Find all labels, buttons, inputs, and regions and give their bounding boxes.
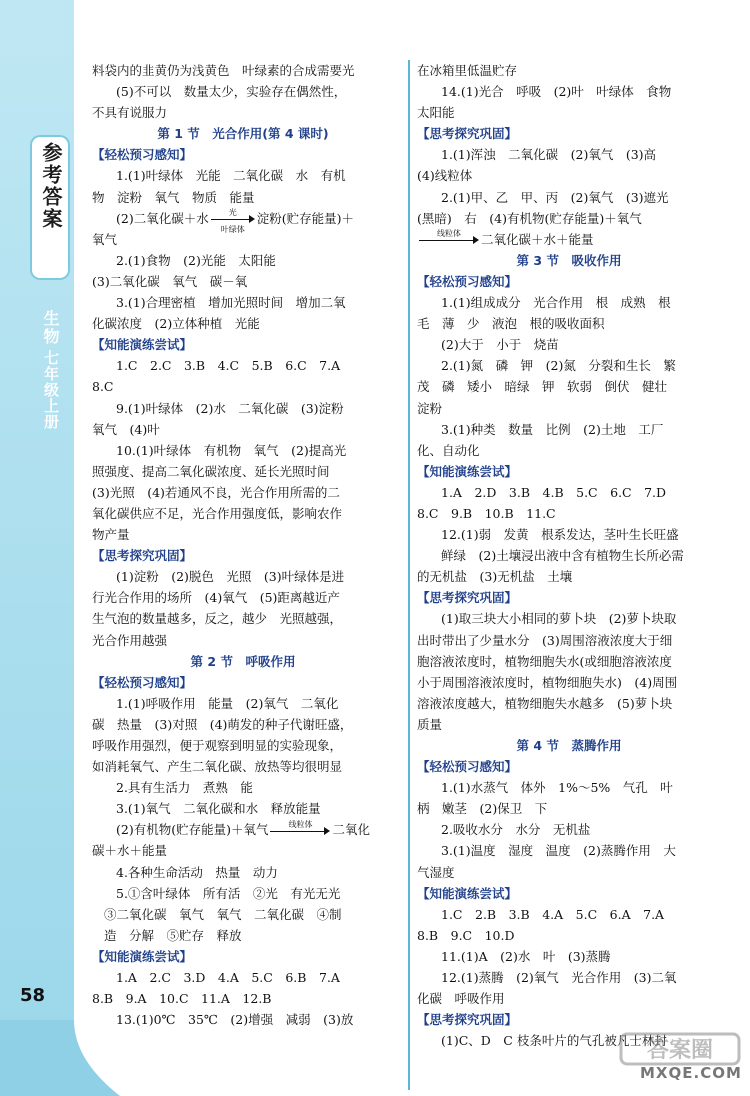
text-line: 氧化碳供应不足，光合作用强度低，影响农作 <box>92 505 343 521</box>
text-line: 2.(1)食物 (2)光能 太阳能 <box>116 252 276 268</box>
formula-left: (2)有机物(贮存能量)＋氧气 <box>116 822 269 838</box>
text-line: 1.(1)叶绿体 光能 二氧化碳 水 有机 <box>116 168 346 184</box>
text-line: 3.(1)温度 湿度 温度 (2)蒸腾作用 大 <box>441 843 676 859</box>
text-line: 照强度、提高二氧化碳浓度、延长光照时间 <box>92 463 330 479</box>
arrow-condition-top: 线粒体 <box>437 229 461 239</box>
text-line: 2.(1)氮 磷 钾 (2)氮 分裂和生长 繁 <box>441 358 676 374</box>
subsection-heading: 【轻松预习感知】 <box>417 273 518 289</box>
subsection-heading: 【思考探究巩固】 <box>92 548 193 564</box>
text-line: 气湿度 <box>417 864 455 880</box>
answer-line: 8.C <box>92 379 114 395</box>
text-line: 碳＋水＋能量 <box>92 843 168 859</box>
right-column <box>417 60 721 1051</box>
text-line: 鲜绿 (2)土壤浸出液中含有植物生长所必需 <box>441 548 684 564</box>
section-heading: 第 3 节 吸收作用 <box>516 252 622 268</box>
answer-line: 1.C 2.C 3.B 4.C 5.B 6.C 7.A <box>116 358 341 374</box>
reaction-arrow <box>270 819 330 838</box>
subsection-heading: 【知能演练尝试】 <box>417 885 518 901</box>
answer-tab-label: 参考答案 <box>39 142 63 230</box>
grade-label: 七年级上册 <box>42 350 60 430</box>
arrow-condition-bottom: 叶绿体 <box>220 225 245 235</box>
subsection-heading: 【思考探究巩固】 <box>417 590 518 606</box>
text-line: 茂 磷 矮小 暗绿 钾 软弱 倒伏 健壮 <box>417 379 668 395</box>
formula-line <box>417 229 721 250</box>
subsection-heading: 【轻松预习感知】 <box>92 147 193 163</box>
subsection-heading: 【思考探究巩固】 <box>417 1012 518 1028</box>
text-line: (3)二氧化碳 氧气 碳－氧 <box>92 273 248 289</box>
text-line: 3.(1)种类 数量 比例 (2)土地 工厂 <box>441 421 664 437</box>
text-line: (黑暗) 右 (4)有机物(贮存能量)＋氧气 <box>417 210 642 226</box>
text-line: (1)淀粉 (2)脱色 光照 (3)叶绿体是进 <box>116 569 345 585</box>
text-line: 2.吸收水分 水分 无机盐 <box>441 822 591 838</box>
left-column <box>92 60 394 1030</box>
text-line: 3.(1)合理密植 增加光照时间 增加二氧 <box>116 295 346 311</box>
text-line: 1.(1)组成成分 光合作用 根 成熟 根 <box>441 295 671 311</box>
subsection-heading: 【轻松预习感知】 <box>417 759 518 775</box>
text-line: 14.(1)光合 呼吸 (2)叶 叶绿体 食物 <box>441 84 672 100</box>
text-line: 化碳浓度 (2)立体种植 光能 <box>92 316 260 332</box>
text-line: 12.(1)蒸腾 (2)氧气 光合作用 (3)二氧 <box>441 970 677 986</box>
answer-line: 8.C 9.B 10.B 11.C <box>417 505 556 521</box>
watermark-logo <box>615 1030 745 1092</box>
text-line: 13.(1)0℃ 35℃ (2)增强 减弱 (3)放 <box>116 1012 354 1028</box>
subsection-heading: 【思考探究巩固】 <box>417 126 518 142</box>
text-line: ③二氧化碳 氧气 氧气 二氧化碳 ④制 <box>104 906 342 922</box>
text-line: 料袋内的韭黄仍为浅黄色 叶绿素的合成需要光 <box>92 63 355 78</box>
text-line: (3)光照 (4)若通风不良，光合作用所需的二 <box>92 484 340 500</box>
formula-line <box>92 819 394 840</box>
text-line: 胞溶液浓度时，植物细胞失水(或细胞溶液浓度 <box>417 653 672 669</box>
text-line: 化、自动化 <box>417 442 480 458</box>
text-line: 太阳能 <box>417 105 455 121</box>
sidebar-bottom-wave <box>0 1020 120 1096</box>
formula-right: 二氧化 <box>332 822 370 838</box>
text-line: 如消耗氧气、产生二氧化碳、放热等均很明显 <box>92 759 343 775</box>
text-line: (4)线粒体 <box>417 168 473 184</box>
text-line: (2)大于 小于 烧苗 <box>441 337 559 353</box>
svg-text:答案圈: 答案圈 <box>646 1038 714 1063</box>
answer-line: 1.C 2.B 3.B 4.A 5.C 6.A 7.A <box>441 906 665 922</box>
text-line: 3.(1)氧气 二氧化碳和水 释放能量 <box>116 801 321 817</box>
subsection-heading: 【知能演练尝试】 <box>417 463 518 479</box>
text-line: 小于周围溶液浓度时，植物细胞失水) (4)周围 <box>417 674 678 690</box>
watermark-text: MXQE.COM <box>640 1064 742 1082</box>
answer-line: 1.A 2.C 3.D 4.A 5.C 6.B 7.A <box>116 970 340 986</box>
text-line: 质量 <box>417 716 443 732</box>
section-heading: 第 2 节 呼吸作用 <box>190 653 296 669</box>
formula-right: 二氧化碳＋水＋能量 <box>481 231 594 247</box>
text-line: 物产量 <box>92 527 130 543</box>
text-line: 2.具有生活力 煮熟 能 <box>116 780 253 796</box>
text-line: 淀粉 <box>417 400 443 416</box>
text-line: (1)C、D C 枝条叶片的气孔被凡士林封 <box>441 1033 667 1049</box>
text-line: 生气泡的数量越多，反之，越少 光照越强， <box>92 611 343 627</box>
text-line: 化碳 呼吸作用 <box>417 991 505 1007</box>
text-line: 氧气 (4)叶 <box>92 421 160 437</box>
text-line: (5)不可以 数量太少，实验存在偶然性， <box>116 84 347 100</box>
text-line: 12.(1)弱 发黄 根系发达，茎叶生长旺盛 <box>441 527 679 543</box>
text-line: 11.(1)A (2)水 叶 (3)蒸腾 <box>441 948 611 964</box>
text-line: 4.各种生命活动 热量 动力 <box>116 864 278 880</box>
text-line: 的无机盐 (3)无机盐 土壤 <box>417 569 573 585</box>
text-line: 毛 薄 少 液泡 根的吸收面积 <box>417 316 605 332</box>
text-line: 不具有说服力 <box>92 105 168 121</box>
text-line: 碳 热量 (3)对照 (4)萌发的种子代谢旺盛， <box>92 716 353 732</box>
section-heading: 第 1 节 光合作用(第 4 课时) <box>157 126 329 142</box>
text-line: 1.(1)浑浊 二氧化碳 (2)氧气 (3)高 <box>441 147 657 163</box>
answer-line: 8.B 9.C 10.D <box>417 927 515 943</box>
text-line: 5.①含叶绿体 所有活 ②光 有光无光 <box>116 885 341 901</box>
arrow-condition-top: 线粒体 <box>288 819 313 829</box>
formula-left: (2)二氧化碳＋水 <box>116 210 209 226</box>
formula-right: 淀粉(贮存能量)＋ <box>256 210 354 226</box>
text-line: 出时带出了少量水分 (3)周围溶液浓度大于细 <box>417 632 673 648</box>
subsection-heading: 【知能演练尝试】 <box>92 337 193 353</box>
subsection-heading: 【知能演练尝试】 <box>92 948 193 964</box>
text-line: 氧气 <box>92 231 118 247</box>
text-line: (1)取三块大小相同的萝卜块 (2)萝卜块取 <box>441 611 677 627</box>
text-line: 呼吸作用强烈，便于观察到明显的实验现象， <box>92 738 343 753</box>
text-line: 溶液浓度越大，植物细胞失水越多 (5)萝卜块 <box>417 695 673 711</box>
section-heading: 第 4 节 蒸腾作用 <box>516 738 622 753</box>
text-line: 9.(1)叶绿体 (2)水 二氧化碳 (3)淀粉 <box>116 400 344 416</box>
column-divider <box>408 60 410 1090</box>
reaction-arrow <box>419 229 479 247</box>
text-line: 2.(1)甲、乙 甲、丙 (2)氧气 (3)遮光 <box>441 189 669 205</box>
text-line: 柄 嫩茎 (2)保卫 下 <box>417 801 548 817</box>
formula-line <box>92 208 394 235</box>
subject-label: 生物 <box>41 310 60 346</box>
text-line: 在冰箱里低温贮存 <box>417 63 518 78</box>
answer-line: 1.A 2.D 3.B 4.B 5.C 6.C 7.D <box>441 484 667 500</box>
text-line: 物 淀粉 氧气 物质 能量 <box>92 189 255 205</box>
text-line: 行光合作用的场所 (4)氧气 (5)距离越近产 <box>92 590 340 606</box>
text-line: 光合作用越强 <box>92 632 168 648</box>
text-line: 10.(1)叶绿体 有机物 氧气 (2)提高光 <box>116 442 347 458</box>
arrow-condition-top: 光 <box>228 208 237 218</box>
text-line: 1.(1)呼吸作用 能量 (2)氧气 二氧化 <box>116 695 339 711</box>
text-line: 造 分解 ⑤贮存 释放 <box>104 927 242 943</box>
text-line: 1.(1)水蒸气 体外 1%～5% 气孔 叶 <box>441 780 673 796</box>
page-number: 58 <box>20 985 46 1006</box>
reaction-arrow <box>211 208 255 235</box>
answer-line: 8.B 9.A 10.C 11.A 12.B <box>92 991 272 1007</box>
subsection-heading: 【轻松预习感知】 <box>92 674 193 690</box>
